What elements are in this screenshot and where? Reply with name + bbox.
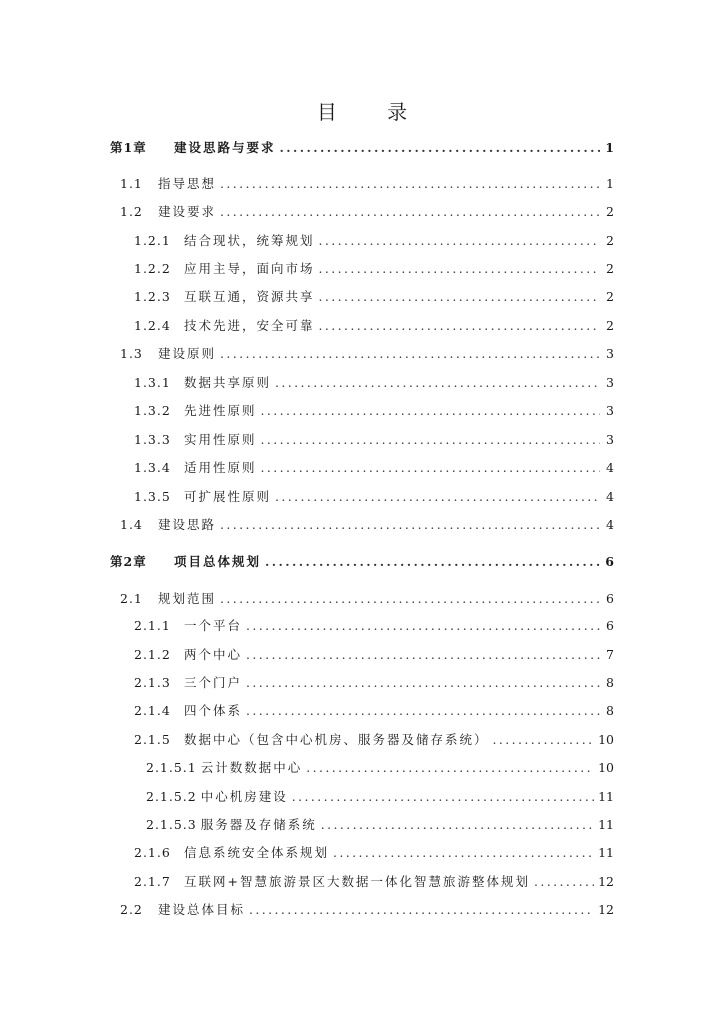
toc-chapter-entry[interactable] [110,139,614,157]
toc-entry[interactable] [134,646,614,664]
toc-entry-page-number: 6 [606,591,614,606]
toc-entry-number: 1.2 [120,204,143,219]
toc-entry-number: 1.2.3 [134,289,171,304]
toc-entry-title: 两个中心 [184,647,243,662]
toc-entry-page-number: 2 [606,233,614,248]
toc-entry-page-number: 10 [598,760,614,775]
toc-entry-number: 1.3.3 [134,432,171,447]
toc-entry-title: 数据中心（包含中心机房、服务器及储存系统） [184,732,489,747]
dot-leader [534,873,594,891]
toc-entry[interactable] [134,374,614,392]
toc-entry[interactable] [134,317,614,335]
dot-leader [319,288,600,306]
toc-entry-page-number: 2 [606,261,614,276]
toc-entry-title: 先进性原则 [184,403,257,418]
toc-entry[interactable] [134,844,614,862]
toc-entry-page-number: 8 [606,703,614,718]
toc-entry[interactable] [134,459,614,477]
dot-leader [220,345,600,363]
toc-entry[interactable] [134,402,614,420]
toc-entry-number: 1.3.4 [134,460,171,475]
toc-entry[interactable] [134,488,614,506]
toc-entry[interactable] [120,901,614,919]
toc-entry-title: 中心机房建设 [200,789,288,804]
toc-entry-title: 建设总体目标 [158,902,246,917]
toc-entry-page-number: 11 [598,789,614,804]
dot-leader [249,901,594,919]
toc-entry-page-number: 1 [606,176,614,191]
toc-entry-title: 四个体系 [184,703,243,718]
toc-entry-page-number: 4 [606,489,614,504]
toc-entry[interactable] [146,788,614,806]
toc-entry-number: 第2章 [110,554,147,569]
toc-entry-number: 2.1.4 [134,703,171,718]
toc-entry-page-number: 3 [606,403,614,418]
dot-leader [246,702,600,720]
toc-entry-number: 1.4 [120,517,143,532]
toc-entry-number: 1.3.2 [134,403,171,418]
dot-leader [333,844,594,862]
toc-entry[interactable] [134,232,614,250]
toc-entry[interactable] [134,873,614,891]
dot-leader [246,646,600,664]
toc-entry[interactable] [134,702,614,720]
toc-entry-number: 2.1.5.3 [146,817,197,832]
page-title: 目 录 [316,100,430,124]
toc-entry[interactable] [134,674,614,692]
toc-entry-title: 云计数数据中心 [200,760,303,775]
dot-leader [275,374,600,392]
toc-entry-number: 第1章 [110,140,147,155]
toc-entry-title: 指导思想 [158,176,217,191]
toc-entry-number: 2.2 [120,902,143,917]
toc-entry-number: 2.1.7 [134,874,171,889]
toc-entry-title: 一个平台 [184,618,243,633]
toc-entry-page-number: 10 [598,732,614,747]
dot-leader [493,731,595,749]
dot-leader [292,788,594,806]
dot-leader [319,232,600,250]
toc-entry-title: 实用性原则 [184,432,257,447]
dot-leader [220,590,600,608]
toc-entry-page-number: 3 [606,346,614,361]
toc-entry-title: 数据共享原则 [184,375,272,390]
toc-entry-page-number: 2 [606,289,614,304]
toc-entry-title: 项目总体规划 [174,554,262,569]
toc-entry-number: 2.1.2 [134,647,171,662]
toc-entry-page-number: 6 [606,618,614,633]
dot-leader [261,402,600,420]
toc-entry-page-number: 7 [606,647,614,662]
dot-leader [306,759,594,777]
toc-chapter-entry[interactable] [110,553,614,571]
dot-leader [220,516,600,534]
toc-entry-title: 建设思路与要求 [174,140,276,155]
toc-entry-number: 1.2.1 [134,233,171,248]
toc-entry-title: 规划范围 [158,591,217,606]
toc-entry-title: 应用主导，面向市场 [184,261,315,276]
toc-entry-number: 2.1.3 [134,675,171,690]
toc-entry-page-number: 2 [606,204,614,219]
toc-entry-number: 1.3.1 [134,375,171,390]
toc-entry-number: 2.1.6 [134,845,171,860]
dot-leader [321,816,594,834]
toc-entry-title: 建设要求 [158,204,217,219]
toc-entry[interactable] [146,816,614,834]
toc-entry-title: 适用性原则 [184,460,257,475]
toc-entry[interactable] [134,288,614,306]
toc-entry-title: 三个门户 [184,675,243,690]
toc-entry-title: 建设思路 [158,517,217,532]
toc-entry[interactable] [134,731,614,749]
dot-leader [220,203,600,221]
toc-entry-number: 2.1.1 [134,618,171,633]
dot-leader [280,139,600,157]
toc-entry-number: 2.1.5.1 [146,760,197,775]
dot-leader [275,488,600,506]
toc-entry-number: 2.1.5.2 [146,789,197,804]
toc-entry-page-number: 6 [605,554,614,569]
toc-entry[interactable] [134,431,614,449]
toc-entry-title: 可扩展性原则 [184,489,272,504]
toc-entry-page-number: 3 [606,375,614,390]
toc-entry[interactable] [146,759,614,777]
toc-entry-title: 信息系统安全体系规划 [184,845,330,860]
toc-entry-title: 互联网+智慧旅游景区大数据一体化智慧旅游整体规划 [184,874,530,889]
toc-entry-page-number: 12 [598,874,614,889]
toc-entry-title: 建设原则 [158,346,217,361]
toc-entry-number: 1.2.4 [134,318,171,333]
toc-entry-page-number: 4 [606,517,614,532]
dot-leader [319,317,600,335]
toc-entry[interactable] [120,516,614,534]
toc-entry-number: 1.2.2 [134,261,171,276]
dot-leader [220,175,600,193]
toc-entry-page-number: 1 [605,140,614,155]
toc-entry-title: 互联互通，资源共享 [184,289,315,304]
dot-leader [319,260,600,278]
toc-entry-number: 1.1 [120,176,143,191]
toc-entry[interactable] [134,617,614,635]
dot-leader [261,459,600,477]
toc-entry-title: 服务器及存储系统 [200,817,317,832]
dot-leader [261,431,600,449]
toc-entry-title: 技术先进，安全可靠 [184,318,315,333]
toc-entry-number: 2.1 [120,591,143,606]
toc-entry-page-number: 12 [598,902,614,917]
toc-entry[interactable] [120,175,614,193]
toc-entry[interactable] [134,260,614,278]
toc-entry-page-number: 11 [598,817,614,832]
toc-entry-number: 1.3.5 [134,489,171,504]
toc-entry-page-number: 2 [606,318,614,333]
toc-entry-number: 1.3 [120,346,143,361]
dot-leader [246,674,600,692]
dot-leader [265,553,600,571]
toc-entry[interactable] [120,590,614,608]
toc-entry-page-number: 3 [606,432,614,447]
toc-entry-page-number: 8 [606,675,614,690]
toc-entry[interactable] [120,345,614,363]
toc-entry-number: 2.1.5 [134,732,171,747]
toc-entry-title: 结合现状，统筹规划 [184,233,315,248]
toc-entry[interactable] [120,203,614,221]
toc-entry-page-number: 4 [606,460,614,475]
dot-leader [246,617,600,635]
toc-entry-page-number: 11 [598,845,614,860]
